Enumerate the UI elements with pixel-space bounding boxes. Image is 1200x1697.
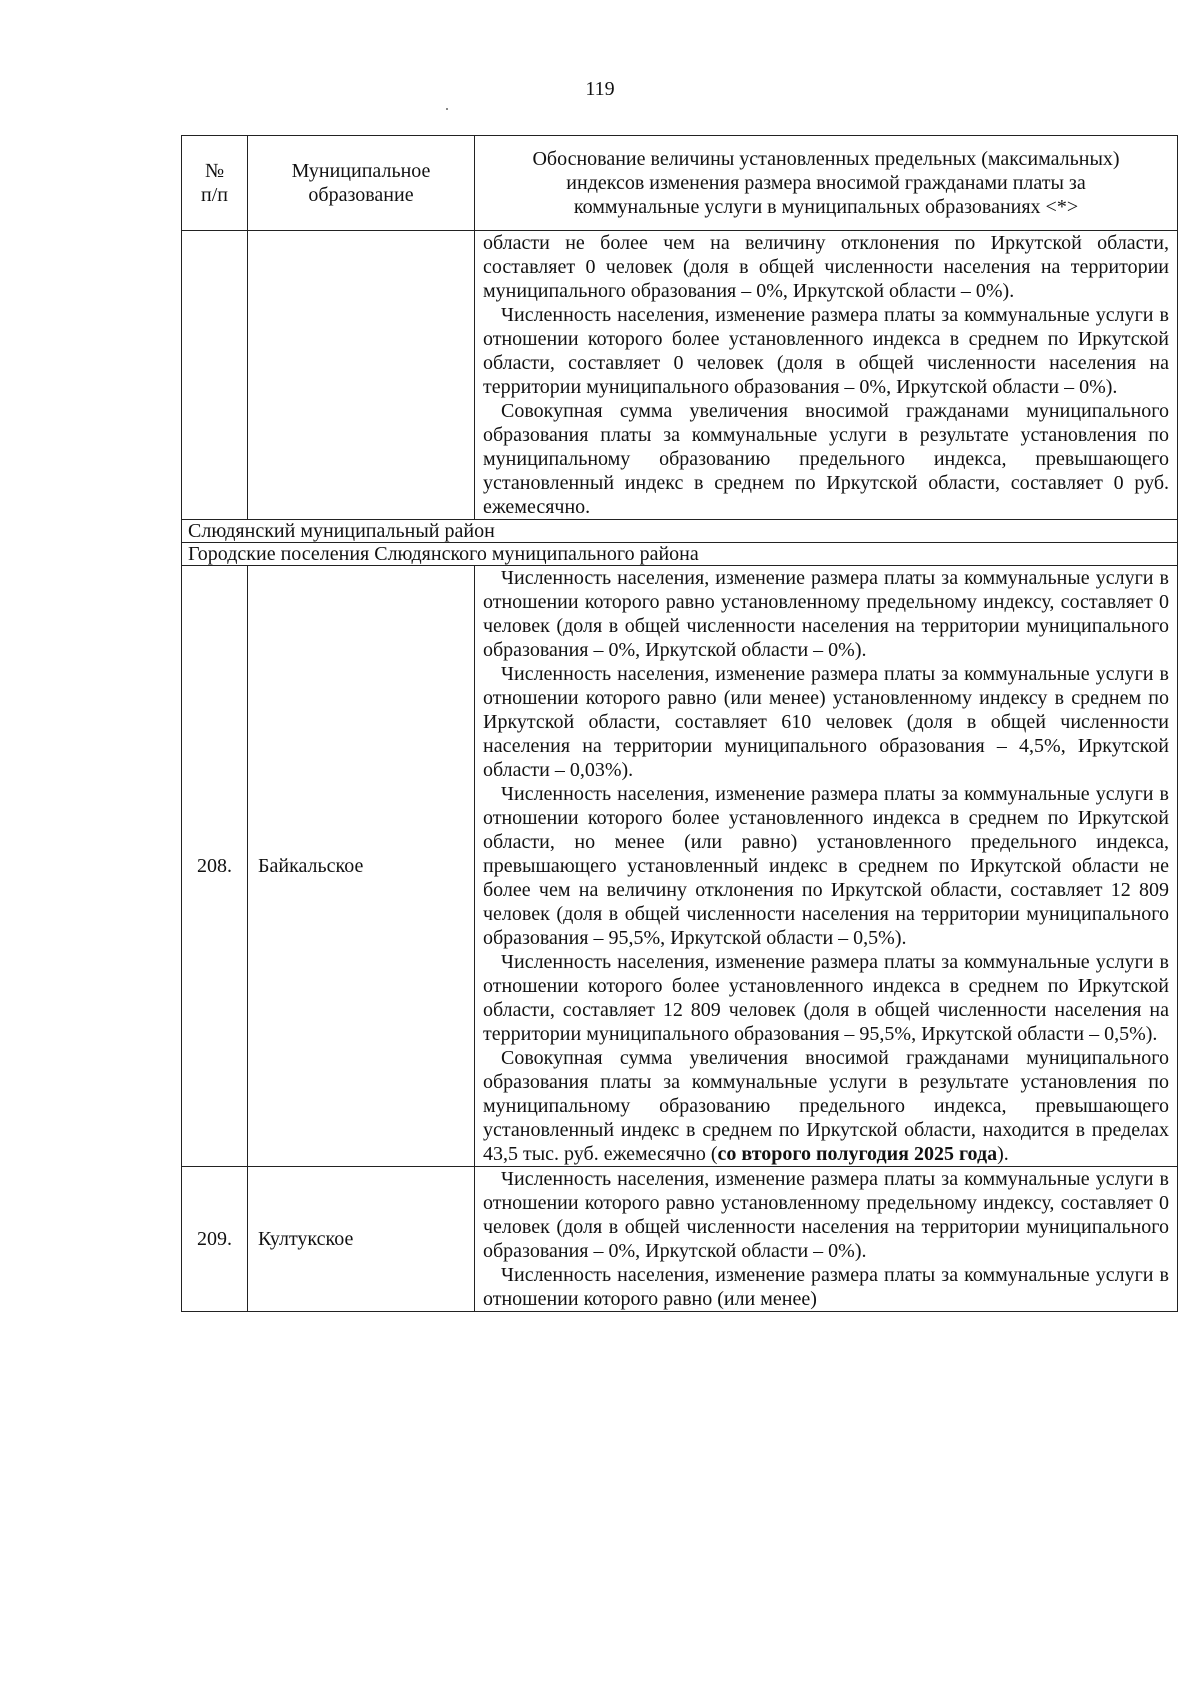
header-justification: Обоснование величины установленных предельных (максимальных) индексов изменения размера вносимой гражданами платы за коммунальные услуги в муниципальных образованиях <*> (475, 136, 1178, 231)
paragraph: Численность населения, изменение размера платы за коммунальные услуги в отношении которого равно установленному предельному индексу, составляет 0 человек (доля в общей численности населения на территории муниципального образования – 0%, Иркутской области – 0%). (483, 567, 1169, 661)
row-number: 209. (182, 1167, 248, 1312)
section-title: Слюдянский муниципальный район (182, 520, 1178, 543)
page-number: 119 (585, 78, 615, 100)
paragraph: Совокупная сумма увеличения вносимой гражданами муниципального образования платы за коммунальные услуги в результате установления по муниципальному образованию предельного индекса, превышающего установленный индекс в среднем по Иркутской области, составляет 0 руб. ежемесячно. (483, 400, 1169, 518)
continuation-row (182, 231, 1178, 520)
row-number: 208. (182, 566, 248, 1167)
subsection-row (182, 543, 1178, 566)
table-header-row (182, 136, 1178, 231)
scan-speck (446, 108, 448, 110)
header-municipality: Муниципальное образование (248, 136, 475, 231)
bold-period: со второго полугодия 2025 года (717, 1143, 998, 1165)
header-num: № п/п (182, 136, 248, 231)
subsection-title: Городские поселения Слюдянского муниципального района (182, 543, 1178, 566)
continuation-text (475, 231, 1178, 520)
municipality-name: Култукское (248, 1167, 475, 1312)
justification-text (475, 1167, 1178, 1312)
table-row (182, 566, 1178, 1167)
paragraph: Численность населения, изменение размера платы за коммунальные услуги в отношении которого более установленного индекса в среднем по Иркутской области, составляет 0 человек (доля в общей численности населения на территории муниципального образования – 0%, Иркутской области – 0%). (483, 304, 1169, 398)
paragraph: Совокупная сумма увеличения вносимой гражданами муниципального образования платы за коммунальные услуги в результате установления по муниципальному образованию предельного индекса, превышающего установленный индекс в среднем по Иркутской области, находится в пределах 43,5 тыс. руб. ежемесячно (со второго полугодия 2025 года). (483, 1047, 1169, 1165)
paragraph: Численность населения, изменение размера платы за коммунальные услуги в отношении которого более установленного индекса в среднем по Иркутской области, составляет 12 809 человек (доля в общей численности населения на территории муниципального образования – 95,5%, Иркутской области – 0,5%). (483, 951, 1169, 1045)
municipality-name: Байкальское (248, 566, 475, 1167)
paragraph: Численность населения, изменение размера платы за коммунальные услуги в отношении которого равно (или менее) установленному индексу в среднем по Иркутской области, составляет 610 человек (доля в общей численности населения на территории муниципального образования – 4,5%, Иркутской области – 0,03%). (483, 663, 1169, 781)
justification-text (475, 566, 1178, 1167)
paragraph: Численность населения, изменение размера платы за коммунальные услуги в отношении которого более установленного индекса в среднем по Иркутской области, но менее (или равно) установленного предельного индекса, превышающего установленный индекс в среднем по Иркутской области не более чем на величину отклонения по Иркутской области, составляет 12 809 человек (доля в общей численности населения на территории муниципального образования – 95,5%, Иркутской области – 0,5%). (483, 783, 1169, 949)
table-row (182, 1167, 1178, 1312)
justification-table (181, 135, 1178, 1312)
paragraph: Численность населения, изменение размера платы за коммунальные услуги в отношении которого равно установленному предельному индексу, составляет 0 человек (доля в общей численности населения на территории муниципального образования – 0%, Иркутской области – 0%). (483, 1168, 1169, 1262)
paragraph: Численность населения, изменение размера платы за коммунальные услуги в отношении которого равно (или менее) (483, 1264, 1169, 1310)
paragraph: области не более чем на величину отклонения по Иркутской области, составляет 0 человек (доля в общей численности населения на территории муниципального образования – 0%, Иркутской области – 0%). (483, 232, 1169, 302)
section-row (182, 520, 1178, 543)
